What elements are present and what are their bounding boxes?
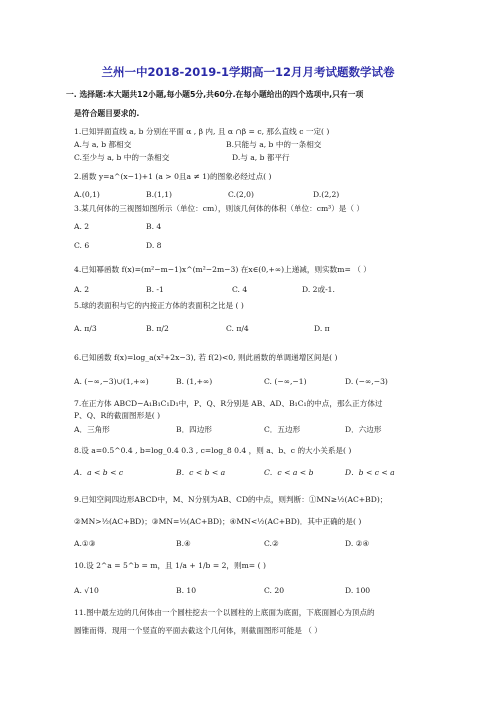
q6-option-b: B. (1,+∞) [176, 377, 213, 386]
q1-option-c: C.至少与 a, b 中的一条相交 [74, 153, 170, 162]
q3-option-c: C. 6 [74, 241, 90, 250]
q9-stem-line2: ②MN>½(AC+BD)；③MN=½(AC+BD)；④MN<½(AC+BD)．其中正确的是( ) [74, 517, 362, 526]
q6-option-c: C. (−∞,−1) [264, 377, 307, 386]
q3-option-b: B. 4 [146, 222, 162, 231]
q6-stem: 6.已知函数 f(x)=log_a(x²+2x−3), 若 f(2)<0, 则此函数的单调递增区间是( ) [74, 353, 338, 362]
q4-option-c: C. 4 [232, 285, 248, 294]
q4-option-b: B. -1 [146, 285, 164, 294]
q4-option-a: A. 2 [74, 285, 90, 294]
q5-option-d: D. π [314, 324, 330, 333]
q8-option-d: D．b < c < a [345, 468, 395, 477]
q9-option-a: A.①③ [74, 539, 96, 548]
q10-stem: 10.设 2^a = 5^b = m，且 1/a + 1/b = 2，则m= ( ) [74, 561, 266, 570]
q1-option-d: D.与 a, b 都平行 [232, 153, 290, 162]
q7-stem-line1: 7.在正方体 ABCD−A₁B₁C₁D₁中，P、Q、R分别是 AB、AD、B₁C₁的中点，那么正方体过 [74, 399, 383, 408]
q9-option-c: C.② [264, 539, 279, 548]
q2-option-b: B.(1,1) [146, 190, 172, 199]
q3-stem: 3.某几何体的三视图如图所示（单位：cm），则该几何体的体积（单位：cm³）是（ ） [74, 204, 364, 213]
q1-stem: 1.已知异面直线 a, b 分别在平面 α , β 内, 且 α ∩β = c, 那么直线 c 一定( ) [74, 127, 330, 136]
q4-stem: 4.已知幂函数 f(x)=(m²−m−1)x^(m²−2m−3) 在x∈(0,+∞)上递减，则实数m= （ ） [74, 265, 371, 274]
q7-option-c: C．五边形 [264, 425, 301, 434]
q2-option-c: C.(2,0) [228, 190, 254, 199]
q8-option-c: C．c < a < b [264, 468, 314, 477]
q2-option-a: A.(0,1) [74, 190, 100, 199]
section-heading-line1: 一. 选择题:本大题共12小题,每小题5分,共60分.在每小题给出的四个选项中,只有一项 [66, 90, 364, 99]
q7-option-d: D．六边形 [345, 425, 382, 434]
q3-option-d: D. 8 [146, 241, 162, 250]
q10-option-d: D. 100 [345, 586, 371, 595]
q2-option-d: D.(2,2) [313, 190, 340, 199]
section-heading-line2: 是符合题目要求的. [74, 109, 140, 118]
q4-option-d: D. 2或-1. [302, 285, 335, 294]
q9-option-b: B.④ [176, 539, 191, 548]
q2-stem: 2.函数 y=a^(x−1)+1 (a > 0且a ≠ 1)的图象必经过点( ) [74, 172, 272, 181]
q10-option-b: B. 10 [176, 586, 197, 595]
q10-option-a: A. √10 [74, 586, 99, 595]
q8-stem: 8.设 a=0.5^0.4 , b=log_0.4 0.3 , c=log_8 0.4 ，则 a、b、c 的大小关系是( ) [74, 446, 352, 455]
q7-option-b: B．四边形 [176, 425, 212, 434]
q11-stem-line1: 11.图中最左边的几何体由一个圆柱挖去一个以圆柱的上底面为底面，下底面圆心为顶点的 [74, 608, 375, 617]
q9-stem-line1: 9.已知空间四边形ABCD中，M、N分别为AB、CD的中点，则判断：①MN≥½(AC+BD)； [74, 495, 388, 504]
q7-stem-line2: P、Q、R的截面图形是( ) [74, 411, 161, 420]
q5-option-a: A. π/3 [74, 324, 97, 333]
q3-option-a: A. 2 [74, 222, 90, 231]
q5-option-c: C. π/4 [226, 324, 249, 333]
q10-option-c: C. 20 [264, 586, 285, 595]
q8-option-b: B．c < b < a [176, 468, 226, 477]
q11-stem-line2: 圆锥而得．现用一个竖直的平面去截这个几何体，则截面图形可能是 （ ） [74, 626, 322, 635]
exam-title: 兰州一中2018-2019-1学期高一12月月考试题数学试卷 [101, 65, 395, 79]
q7-option-a: A．三角形 [74, 425, 110, 434]
q1-option-b: B.只能与 a, b 中的一条相交 [226, 140, 322, 149]
q8-option-a: A．a < b < c [74, 468, 124, 477]
q9-option-d: D. ②④ [345, 539, 370, 548]
q1-option-a: A.与 a, b 都相交 [74, 140, 132, 149]
q5-stem: 5.球的表面积与它的内接正方体的表面积之比是 ( ) [74, 301, 244, 310]
q6-option-d: D. (−∞,−3) [345, 377, 388, 386]
q5-option-b: B. π/2 [146, 324, 169, 333]
q6-option-a: A. (−∞,−3)∪(1,+∞) [74, 377, 149, 386]
